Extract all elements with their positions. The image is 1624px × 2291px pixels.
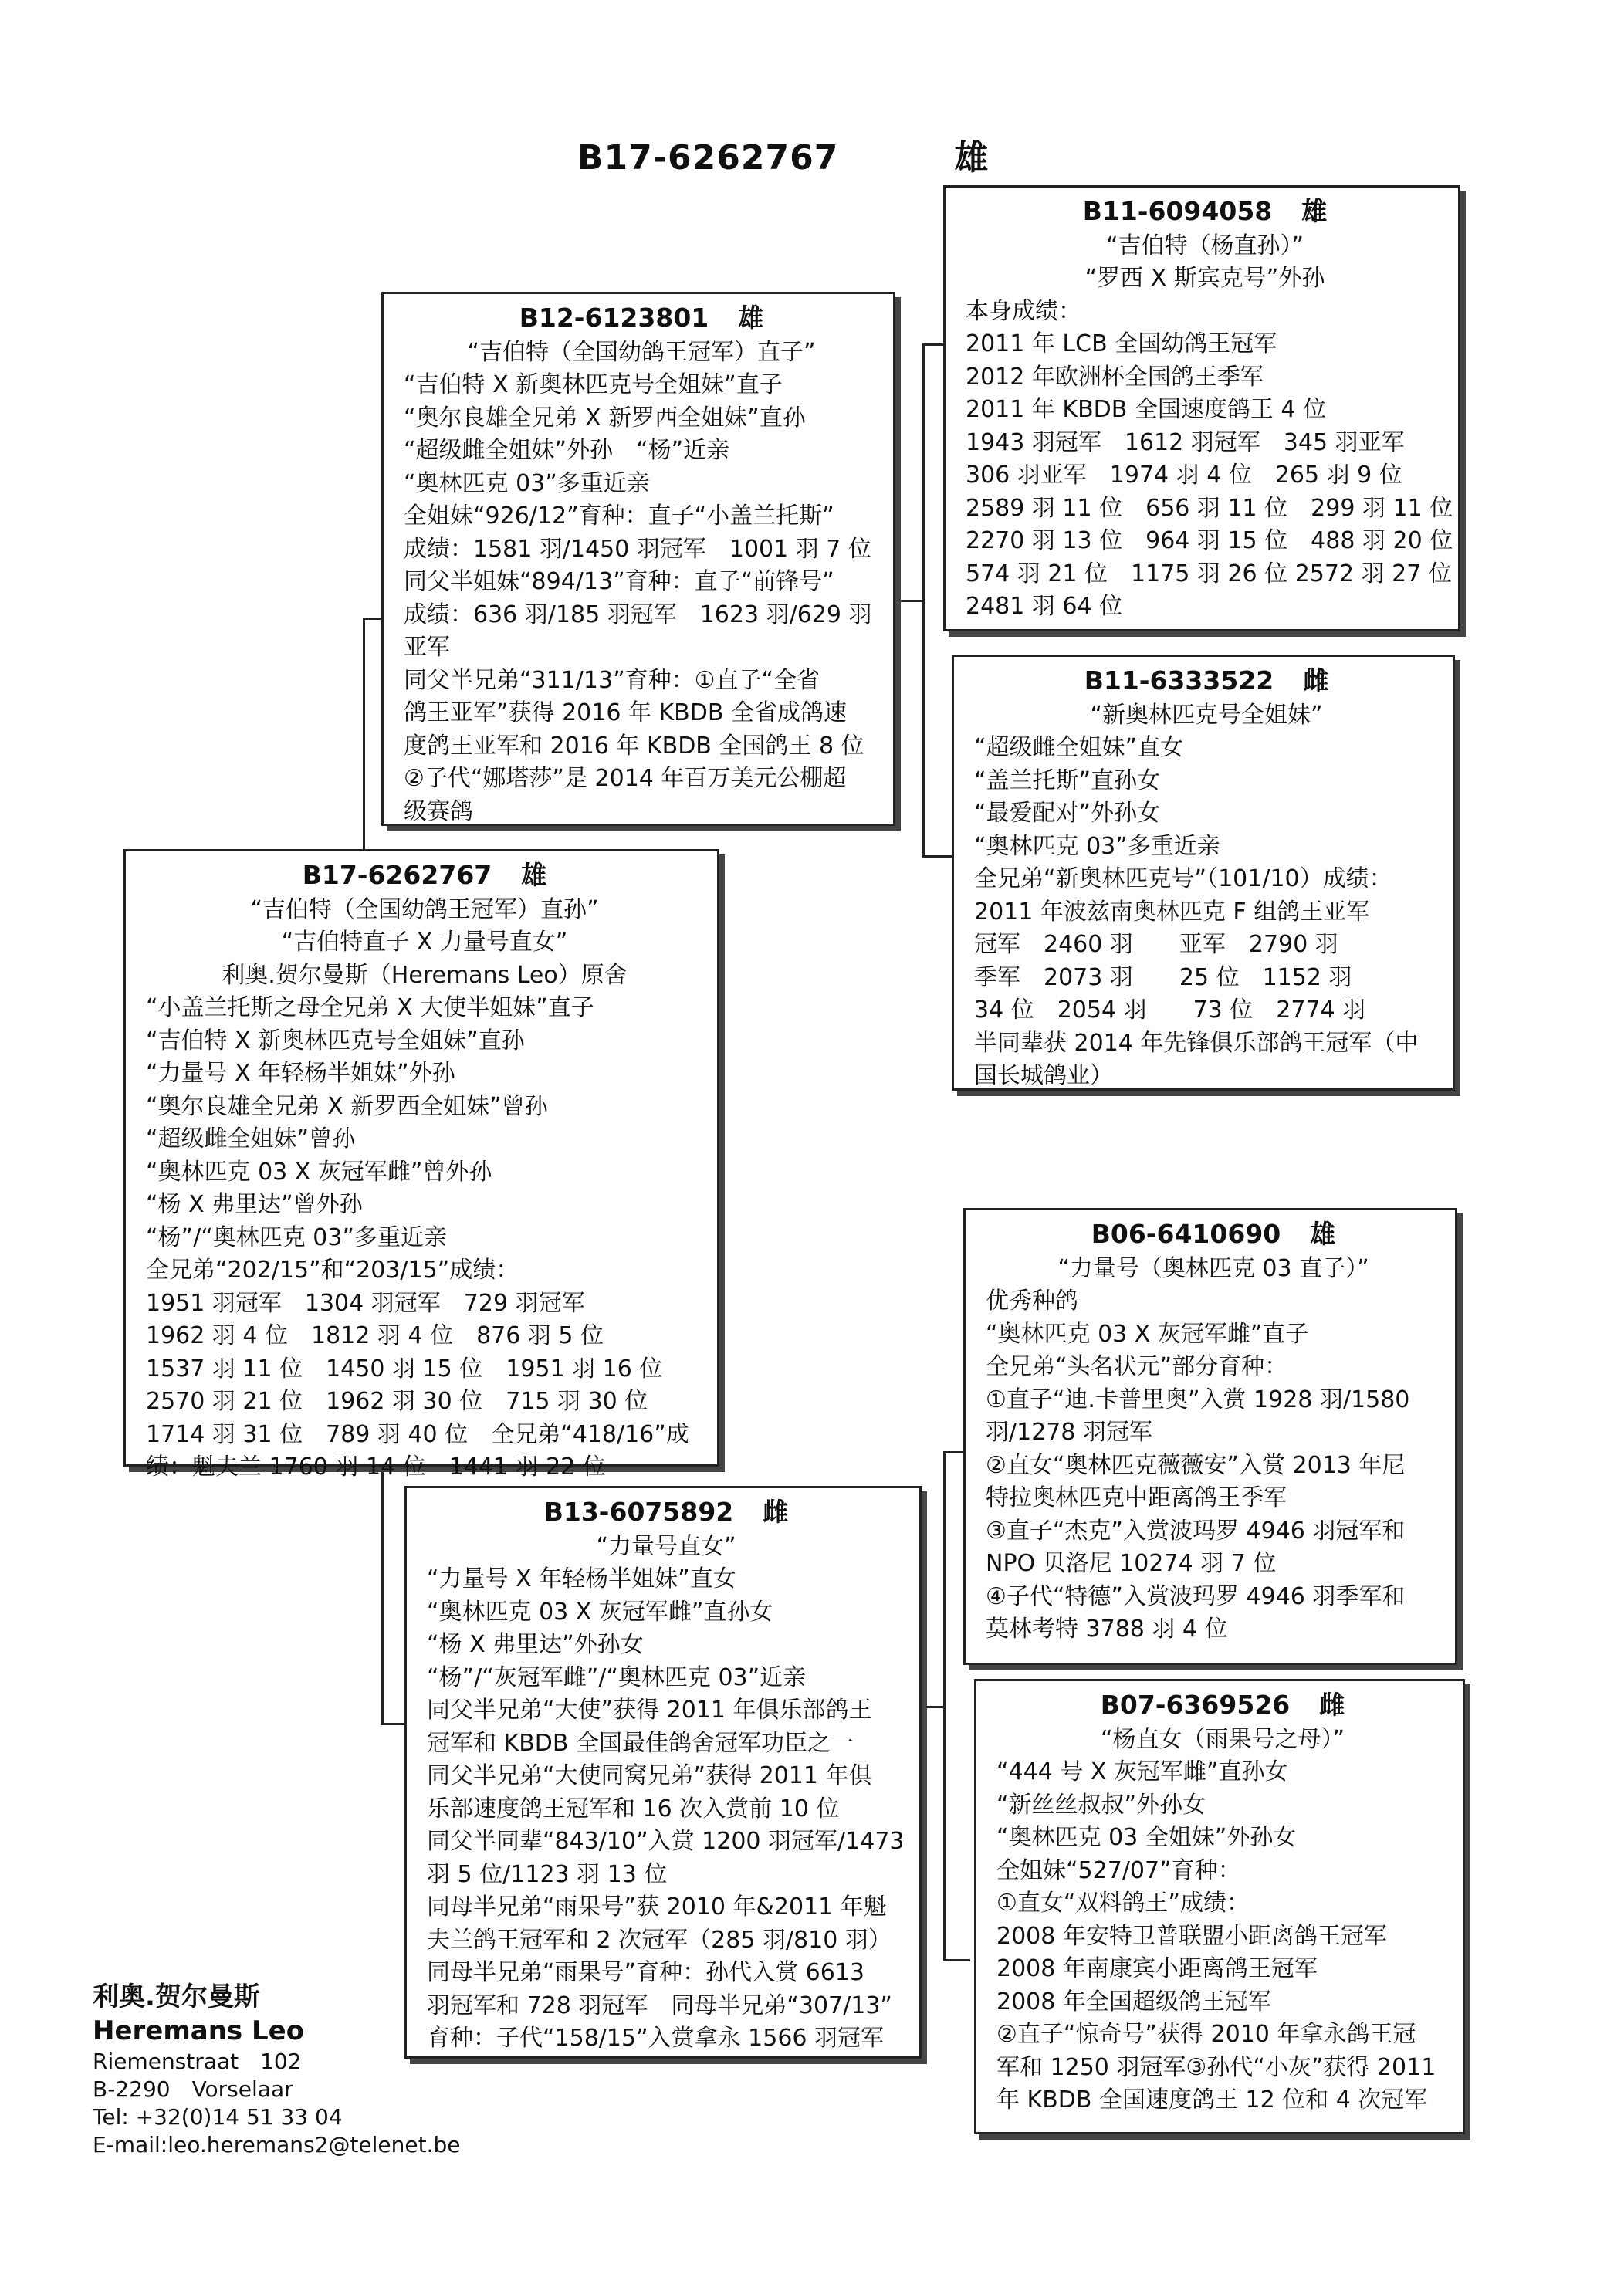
dam-dam-line: 年 KBDB 全国速度鸽王 12 位和 4 次冠军 [996, 2086, 1428, 2113]
dam-dam-ring: B07-6369526 [1100, 1690, 1291, 1720]
dam-line: 夫兰鸽王冠军和 2 次冠军（285 羽/810 羽） [427, 1926, 892, 1954]
sire-sire-sex: 雄 [1301, 196, 1328, 226]
sire-dam-header [974, 665, 1439, 698]
subject-line: “小盖兰托斯之母全兄弟 X 大使半姐妹”直子 [146, 994, 594, 1021]
sire-sire-line: 本身成绩： [966, 297, 1081, 325]
sire-line: 同父半兄弟“311/13”育种：①直子“全省 [404, 666, 820, 694]
sire-line: 亚军 [404, 634, 450, 661]
dam-sire-line: 优秀种鸽 [986, 1288, 1078, 1315]
dam-line: “力量号 X 年轻杨半姐妹”直女 [427, 1565, 736, 1592]
subject-line: “超级雌全姐妹”曾孙 [146, 1125, 356, 1152]
dam-line: 羽 5 位/1123 羽 13 位 [427, 1860, 668, 1888]
sire-sire-subtitle: “罗西 X 斯宾克号”外孙 [1084, 265, 1325, 292]
sire-sire-line: 2589 羽 11 位 656 羽 11 位 299 羽 11 位 [966, 494, 1453, 522]
sire-ring: B12-6123801 [519, 303, 709, 333]
sire-sire-header [966, 195, 1444, 228]
connector-dam-mid [919, 1706, 946, 1708]
sire-line: 鸽王亚军”获得 2016 年 KBDB 全省成鸽速 [404, 699, 847, 726]
sire-sire-line: 2011 年 LCB 全国幼鸽王冠军 [966, 330, 1277, 357]
dam-dam-header [996, 1689, 1449, 1722]
dam-dam-line: ①直女“双料鸽王”成绩： [996, 1890, 1250, 1917]
sire-sire-subtitle: “吉伯特（杨直孙）” [1105, 232, 1304, 259]
owner-contact [93, 1980, 461, 2159]
dam-dam-line: “新丝丝叔叔”外孙女 [996, 1791, 1206, 1819]
subject-line: 2570 羽 21 位 1962 羽 30 位 715 羽 30 位 [146, 1388, 648, 1415]
sire-line: “奥林匹克 03”多重近亲 [404, 469, 650, 497]
connector-sire-horizontal [363, 618, 381, 620]
dam-sire-line: 莫林考特 3788 羽 4 位 [986, 1616, 1228, 1643]
dam-dam-sex: 雌 [1319, 1690, 1345, 1720]
sire-dam-subtitle: “新奥林匹克号全姐妹” [1090, 701, 1323, 729]
dam-header [427, 1496, 905, 1529]
subject-subtitle: 利奥.贺尔曼斯（Heremans Leo）原舍 [222, 961, 628, 989]
connector-dam-vertical [381, 1470, 384, 1725]
subject-sex: 雄 [521, 860, 547, 890]
sire-sire-line: 574 羽 21 位 1175 羽 26 位 2572 羽 27 位 [966, 560, 1452, 587]
subject-line: “杨”/“奥林匹克 03”多重近亲 [146, 1223, 447, 1251]
owner-email: E-mail:leo.heremans2@telenet.be [93, 2132, 461, 2157]
subject-subtitle: “吉伯特直子 X 力量号直女” [281, 929, 568, 956]
sire-line: 成绩：636 羽/185 羽冠军 1623 羽/629 羽 [404, 601, 872, 628]
sire-line: 成绩：1581 羽/1450 羽冠军 1001 羽 7 位 [404, 535, 871, 563]
dam-line: “杨”/“灰冠军雌”/“奥林匹克 03”近亲 [427, 1663, 807, 1691]
dam-sex: 雌 [763, 1497, 789, 1527]
sire-dam-card [952, 655, 1455, 1091]
owner-name-cn: 利奥.贺尔曼斯 [93, 1981, 260, 2012]
subject-ring: B17-6262767 [302, 860, 492, 890]
subject-card [123, 849, 719, 1481]
dam-line: 同母半兄弟“雨果号”获 2010 年&2011 年魁 [427, 1893, 887, 1920]
owner-tel: Tel: +32(0)14 51 33 04 [93, 2104, 343, 2130]
sire-line: 级赛鸽 [404, 797, 473, 825]
sire-line: “奥尔良雄全兄弟 X 新罗西全姐妹”直孙 [404, 404, 806, 431]
dam-line: 育种：子代“158/15”入赏拿永 1566 羽冠军 [427, 2025, 885, 2052]
sire-header [404, 302, 879, 335]
dam-line: 同父半兄弟“大使”获得 2011 年俱乐部鸽王 [427, 1697, 872, 1724]
sire-line: 同父半姐妹“894/13”育种：直子“前锋号” [404, 568, 834, 595]
dam-sire-header [986, 1218, 1441, 1251]
page-title [577, 130, 989, 179]
sire-dam-line: 季军 2073 羽 25 位 1152 羽 [974, 963, 1352, 991]
sire-sire-line: 2012 年欧洲杯全国鸽王季军 [966, 363, 1264, 391]
title-ring: B17-6262767 [577, 138, 839, 178]
subject-header [146, 859, 703, 892]
sire-sex: 雄 [738, 303, 764, 333]
dam-line: 乐部速度鸽王冠军和 16 次入赏前 10 位 [427, 1795, 840, 1822]
connector-dam-parents-bottom [943, 1959, 970, 1961]
dam-card [404, 1486, 922, 2059]
subject-line: “杨 X 弗里达”曾外孙 [146, 1191, 363, 1218]
connector-sire-vertical [363, 618, 365, 849]
dam-dam-card [974, 1679, 1465, 2134]
sire-sire-line: 2481 羽 64 位 [966, 593, 1123, 620]
subject-line: “奥林匹克 03 X 灰冠军雌”曾外孙 [146, 1158, 492, 1186]
subject-line: 全兄弟“202/15”和“203/15”成绩： [146, 1257, 519, 1284]
sire-line: ②子代“娜塔莎”是 2014 年百万美元公棚超 [404, 765, 847, 792]
subject-line: 1962 羽 4 位 1812 羽 4 位 876 羽 5 位 [146, 1322, 604, 1349]
sire-line: “超级雌全姐妹”外孙 “杨”近亲 [404, 437, 730, 464]
dam-dam-line: “444 号 X 灰冠军雌”直孙女 [996, 1758, 1288, 1785]
title-sex: 雄 [954, 138, 990, 178]
dam-dam-line: 2008 年南康宾小距离鸽王冠军 [996, 1955, 1318, 1982]
sire-sire-card [943, 185, 1460, 631]
subject-line: “力量号 X 年轻杨半姐妹”外孙 [146, 1060, 455, 1087]
sire-dam-line: 34 位 2054 羽 73 位 2774 羽 [974, 997, 1366, 1024]
dam-line: “杨 X 弗里达”外孙女 [427, 1631, 644, 1658]
dam-sire-line: 特拉奥林匹克中距离鸽王季军 [986, 1484, 1287, 1511]
dam-dam-subtitle: “杨直女（雨果号之母）” [1100, 1725, 1345, 1753]
sire-dam-line: 半同辈获 2014 年先锋俱乐部鸽王冠军（中 [974, 1029, 1419, 1057]
dam-line: 同父半同辈“843/10”入赏 1200 羽冠军/1473 [427, 1828, 905, 1855]
subject-line: 1537 羽 11 位 1450 羽 15 位 1951 羽 16 位 [146, 1355, 663, 1382]
sire-dam-line: “盖兰托斯”直孙女 [974, 766, 1161, 794]
dam-sire-line: 全兄弟“头名状元”部分育种： [986, 1353, 1288, 1380]
dam-line: 同母半兄弟“雨果号”育种：孙代入赏 6613 [427, 1959, 864, 1986]
owner-city: B-2290 Vorselaar [93, 2076, 293, 2102]
sire-dam-line: “奥林匹克 03”多重近亲 [974, 832, 1220, 860]
sire-dam-line: 冠军 2460 羽 亚军 2790 羽 [974, 931, 1338, 958]
sire-line: 全姐妹“926/12”育种：直子“小盖兰托斯” [404, 503, 834, 530]
dam-line: 羽冠军和 728 羽冠军 同母半兄弟“307/13” [427, 1992, 892, 2019]
subject-line: 1951 羽冠军 1304 羽冠军 729 羽冠军 [146, 1289, 585, 1317]
sire-sire-line: 2270 羽 13 位 964 羽 15 位 488 羽 20 位 [966, 527, 1453, 554]
subject-line: 1714 羽 31 位 789 羽 40 位 全兄弟“418/16”成 [146, 1420, 689, 1448]
dam-line: “奥林匹克 03 X 灰冠军雌”直孙女 [427, 1598, 773, 1626]
connector-dam-horizontal [381, 1723, 404, 1725]
dam-sire-line: NPO 贝洛尼 10274 羽 7 位 [986, 1550, 1277, 1577]
dam-sire-line: “奥林匹克 03 X 灰冠军雌”直子 [986, 1320, 1309, 1348]
subject-line: “吉伯特 X 新奥林匹克号全姐妹”直孙 [146, 1027, 525, 1054]
sire-dam-line: 2011 年波兹南奥林匹克 F 组鸽王亚军 [974, 898, 1370, 926]
owner-name-en: Heremans Leo [93, 2015, 305, 2046]
sire-card [381, 292, 895, 826]
connector-sire-parents-bottom [922, 855, 952, 858]
subject-subtitle: “吉伯特（全国幼鸽王冠军）直孙” [250, 895, 599, 923]
dam-sire-line: ④子代“特德”入赏波玛罗 4946 羽季军和 [986, 1582, 1406, 1610]
connector-sire-mid [895, 600, 925, 602]
sire-sire-line: 1943 羽冠军 1612 羽冠军 345 羽亚军 [966, 428, 1405, 456]
dam-sire-line: ③直子“杰克”入赏波玛罗 4946 羽冠军和 [986, 1517, 1406, 1545]
dam-sire-card [963, 1208, 1457, 1665]
sire-dam-line: 国长城鸽业） [974, 1062, 1113, 1089]
sire-dam-line: “最爱配对”外孙女 [974, 800, 1161, 827]
dam-sire-line: 羽/1278 羽冠军 [986, 1419, 1152, 1446]
sire-dam-sex: 雌 [1303, 665, 1329, 695]
owner-street: Riemenstraat 102 [93, 2049, 302, 2074]
subject-line: “奥尔良雄全兄弟 X 新罗西全姐妹”曾孙 [146, 1092, 548, 1120]
dam-dam-line: 全姐妹“527/07”育种： [996, 1856, 1241, 1884]
sire-sire-ring: B11-6094058 [1082, 196, 1273, 226]
sire-sire-line: 2011 年 KBDB 全国速度鸽王 4 位 [966, 396, 1327, 423]
dam-dam-line: ②直子“惊奇号”获得 2010 年拿永鸽王冠 [996, 2021, 1416, 2048]
sire-dam-line: “超级雌全姐妹”直女 [974, 734, 1184, 761]
dam-dam-line: 2008 年全国超级鸽王冠军 [996, 1988, 1271, 2015]
dam-sire-ring: B06-6410690 [1091, 1219, 1281, 1249]
sire-subtitle: “吉伯特（全国幼鸽王冠军）直子” [467, 338, 816, 366]
sire-sire-line: 306 羽亚军 1974 羽 4 位 265 羽 9 位 [966, 462, 1402, 489]
sire-line: “吉伯特 X 新奥林匹克号全姐妹”直子 [404, 371, 783, 398]
dam-line: 同父半兄弟“大使同窝兄弟”获得 2011 年俱 [427, 1762, 872, 1789]
dam-dam-line: 军和 1250 羽冠军③孙代“小灰”获得 2011 [996, 2053, 1436, 2081]
dam-sire-sex: 雄 [1310, 1219, 1336, 1249]
sire-dam-line: 全兄弟“新奥林匹克号”（101/10）成绩： [974, 865, 1392, 892]
dam-line: 冠军和 KBDB 全国最佳鸽舍冠军功臣之一 [427, 1729, 854, 1757]
sire-dam-ring: B11-6333522 [1084, 665, 1274, 695]
subject-line: 绩：魁夫兰 1760 羽 14 位 1441 羽 22 位 [146, 1453, 606, 1481]
dam-sire-subtitle: “力量号（奥林匹克 03 直子）” [1057, 1254, 1369, 1282]
sire-line: 度鸽王亚军和 2016 年 KBDB 全国鸽王 8 位 [404, 732, 864, 760]
dam-sire-line: ①直子“迪.卡普里奥”入赏 1928 羽/1580 [986, 1386, 1410, 1413]
dam-sire-line: ②直女“奥林匹克薇薇安”入赏 2013 年尼 [986, 1451, 1406, 1479]
dam-dam-line: “奥林匹克 03 全姐妹”外孙女 [996, 1824, 1297, 1851]
dam-subtitle: “力量号直女” [596, 1532, 736, 1560]
dam-dam-line: 2008 年安特卫普联盟小距离鸽王冠军 [996, 1922, 1387, 1950]
dam-ring: B13-6075892 [543, 1497, 734, 1527]
